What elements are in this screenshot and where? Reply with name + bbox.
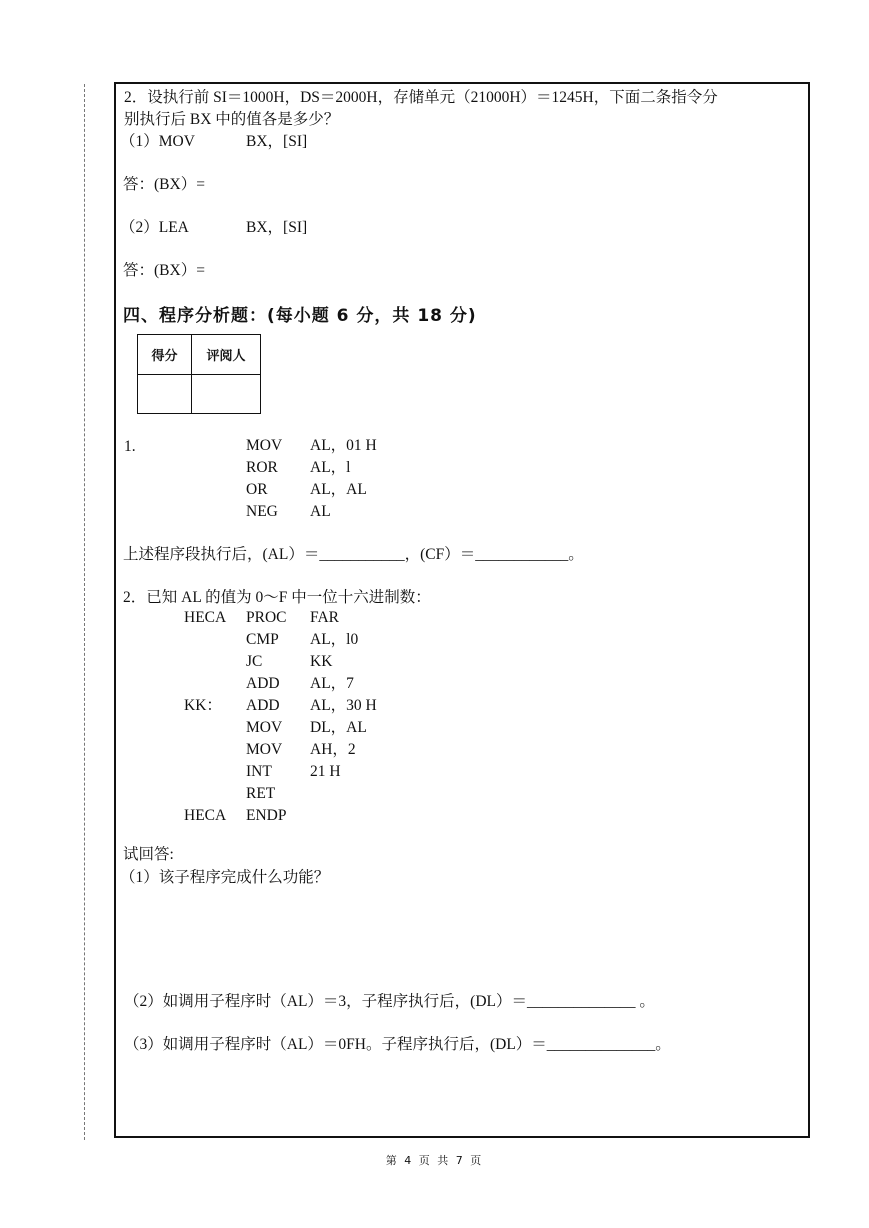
- opcode: ADD: [246, 675, 280, 692]
- code-line: [184, 651, 377, 673]
- p1-code-block: [246, 435, 377, 523]
- p2-code-block: [184, 607, 377, 827]
- q2-stem-line1: 2．设执行前 SI＝1000H，DS＝2000H，存储单元（21000H）＝1245H，下面二条指令分: [124, 89, 718, 106]
- q2-item1-operand: BX，[SI]: [246, 133, 308, 150]
- code-line: [184, 761, 377, 783]
- operands: AL，l: [310, 459, 351, 476]
- p1-question: 上述程序段执行后，(AL）＝___________，(CF）＝____________。: [123, 546, 584, 563]
- operands: AL，l0: [310, 631, 359, 648]
- opcode: ROR: [246, 459, 278, 476]
- binding-dashed-line: [84, 84, 85, 1140]
- code-line: [246, 501, 377, 523]
- code-line: [184, 739, 377, 761]
- score-table: [137, 334, 261, 414]
- opcode: MOV: [246, 437, 283, 454]
- grader-header: 评阅人: [192, 335, 261, 375]
- operands: KK: [310, 653, 333, 670]
- opcode: MOV: [246, 719, 283, 736]
- code-line: [246, 479, 377, 501]
- p2-q3: （3）如调用子程序时（AL）＝0FH。子程序执行后，(DL）＝______________。: [124, 1036, 671, 1053]
- opcode: MOV: [246, 741, 283, 758]
- p1-number: 1.: [124, 438, 136, 455]
- operands: FAR: [310, 609, 340, 626]
- opcode: CMP: [246, 631, 279, 648]
- score-header: 得分: [138, 335, 192, 375]
- operands: AL，30 H: [310, 697, 377, 714]
- operands: 21 H: [310, 763, 341, 780]
- opcode: JC: [246, 653, 263, 670]
- code-line: [184, 717, 377, 739]
- opcode: PROC: [246, 609, 287, 626]
- section-heading: 四、程序分析题：(每小题 6 分，共 18 分): [123, 306, 477, 326]
- p2-q2: （2）如调用子程序时（AL）＝3，子程序执行后，(DL）＝______________ 。: [124, 993, 655, 1010]
- operands: AL，7: [310, 675, 354, 692]
- operands: AH，2: [310, 741, 356, 758]
- score-cell[interactable]: [138, 375, 192, 414]
- q2-item1-label: （1）MOV: [120, 133, 195, 150]
- opcode: INT: [246, 763, 272, 780]
- opcode: ENDP: [246, 807, 287, 824]
- q2-item2-operand: BX，[SI]: [246, 219, 308, 236]
- code-line: [184, 805, 377, 827]
- operands: AL，AL: [310, 481, 367, 498]
- code-line: [184, 607, 377, 629]
- operands: AL，01 H: [310, 437, 377, 454]
- code-line: [184, 673, 377, 695]
- operands: AL: [310, 503, 331, 520]
- code-line: [246, 435, 377, 457]
- page-footer: 第 4 页 共 7 页: [385, 1154, 484, 1167]
- q2-answer1: 答：(BX）=: [123, 176, 205, 193]
- p2-try-answer: 试回答:: [123, 846, 174, 863]
- code-line: [184, 629, 377, 651]
- q2-item2-label: （2）LEA: [120, 219, 189, 236]
- label: HECA: [184, 807, 227, 824]
- operands: DL，AL: [310, 719, 367, 736]
- label: KK：: [184, 697, 222, 714]
- opcode: RET: [246, 785, 276, 802]
- opcode: ADD: [246, 697, 280, 714]
- q2-stem-line2: 别执行后 BX 中的值各是多少？: [124, 111, 340, 128]
- opcode: NEG: [246, 503, 278, 520]
- p2-intro: 2．已知 AL 的值为 0～F 中一位十六进制数：: [123, 589, 431, 606]
- grader-cell[interactable]: [192, 375, 261, 414]
- code-line: [184, 695, 377, 717]
- code-line: [184, 783, 377, 805]
- opcode: OR: [246, 481, 268, 498]
- code-line: [246, 457, 377, 479]
- label: HECA: [184, 609, 227, 626]
- p2-q1: （1）该子程序完成什么功能？: [120, 869, 330, 886]
- q2-answer2: 答：(BX）=: [123, 262, 205, 279]
